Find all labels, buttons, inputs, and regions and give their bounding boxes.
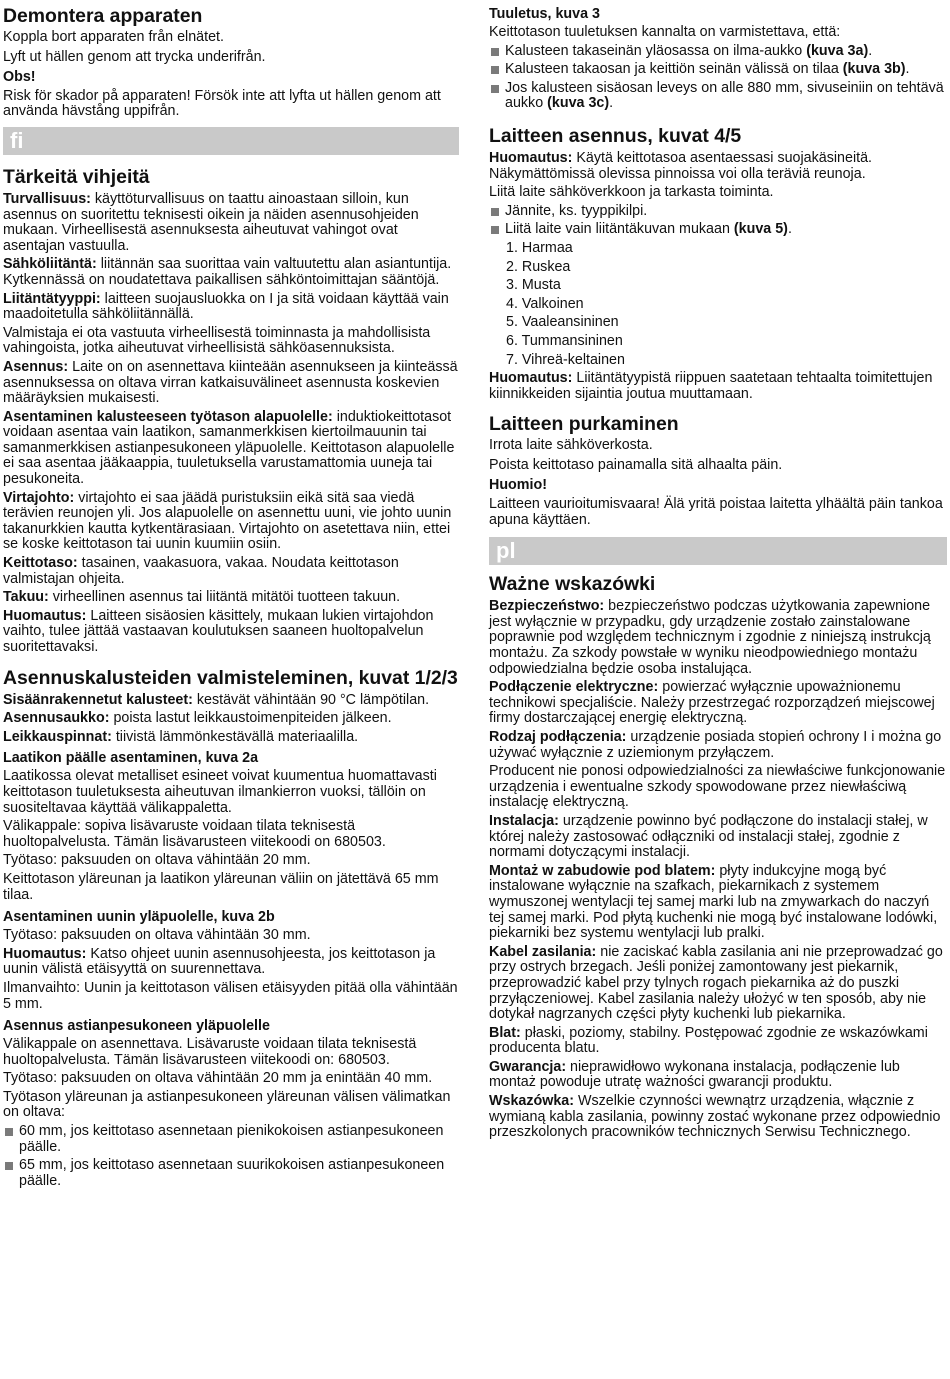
fi-install-label: Asennus: (3, 358, 69, 375)
fi-mount-b2-text: Liitä laite vain liitäntäkuvan mukaan (505, 221, 734, 238)
pl-top-paragraph (489, 1026, 947, 1057)
fi-warranty-paragraph (3, 590, 460, 606)
fi-dw-p3: Työtason yläreunan ja astianpesukoneen yläreunan välisen välimatkan on oltava: (3, 1088, 451, 1121)
fi-drawer-p1: Laatikossa olevat metalliset esineet voivat kuumentua huomattavasti keittotason tuuletuksesta aiheutuvan ilmankierron vuoksi, tällöin on suositeltavaa käyttää välikappaletta. (3, 768, 437, 816)
fi-builtin-paragraph (3, 693, 460, 709)
pl-cable-paragraph (489, 945, 947, 1023)
fi-safety-text: käyttöturvallisuus on taattu ainoastaan silloin, kun asennus on suoritettu teknisesti oikein ja näiden asennusohjeiden mukaan. Virheellisestä asennuksesta aiheutuvat vahingot ovat asentajan vastuulla. (3, 190, 419, 254)
fi-mount-note2-text: Liitäntätyypistä riippuen saatetaan tehtaalta toimitettujen kiinnikkeiden sijaintia joutua muuttamaan. (489, 370, 933, 402)
pl-safety-label: Bezpieczeństwo: (489, 598, 605, 615)
sv-step-disconnect: Koppla bort apparaten från elnätet. (3, 29, 224, 45)
fi-vent-b3-end: . (609, 95, 614, 112)
fi-remove-huomio: Huomio! (489, 477, 547, 494)
fi-mount-p1: Liitä laite sähköverkkoon ja tarkasta toiminta. (489, 184, 774, 201)
fi-vent-b2-ref: (kuva 3b) (842, 61, 906, 78)
fi-warranty-text: virheellinen asennus tai liitäntä mitätöi tuotteen takuun. (48, 589, 401, 606)
fi-note-paragraph (3, 609, 460, 656)
fi-vent-b3-text: Jos kalusteen sisäosan leveys on alle 880 mm, sivuseiniin on tehtävä aukko (505, 79, 944, 112)
fi-cut-label: Leikkauspinnat: (3, 728, 112, 745)
fi-vent-b1-text: Kalusteen takaseinän yläosassa on ilma-aukko (505, 42, 807, 59)
fi-vent-b1-ref: (kuva 3a) (806, 42, 869, 59)
fi-vent-b2-text: Kalusteen takaosan ja keittiön seinän välissä on tilaa (505, 61, 843, 78)
fi-top-label: Keittotaso: (3, 555, 78, 572)
fi-opening-label: Asennusaukko: (3, 710, 110, 727)
fi-vent-b1-end: . (868, 42, 873, 59)
fi-oven-note-text: Katso ohjeet uunin asennusohjeesta, jos keittotason ja uunin välistä etäisyyttä on suurennettava. (3, 945, 436, 978)
fi-dw-p1: Välikappale on asennettava. Lisävaruste voidaan tilata teknisestä huoltopalvelusta. Tämän lisävarusteen viitekoodi on: 680503. (3, 1036, 417, 1068)
pl-electric-text: powierzać wyłącznie upoważnionemu technikowi specjaliście. Należy przestrzegać rozporządzeń miejscowej firmy dostarczającej energię elektryczną. (489, 679, 935, 727)
fi-vent-heading: Tuuletus, kuva 3 (489, 6, 600, 22)
fi-mount-list (489, 204, 947, 238)
fi-safety-label: Turvallisuus: (3, 190, 91, 207)
pl-install-label: Instalacja: (489, 812, 559, 829)
fi-mount-heading: Laitteen asennus, kuvat 4/5 (489, 124, 742, 147)
sv-warning: Risk för skador på apparaten! Försök inte att lyfta ut hällen genom att använda hävstång uppifrån. (3, 87, 441, 120)
pl-notes-text: Wszelkie czynności wewnątrz urządzenia, włącznie z wymianą kabla zasilania, powinny zostać wykonane przez odpowiednio przeszkolonych pracowników technicznych Serwisu Technicznego. (489, 1093, 941, 1141)
fi-install-text: Laite on on asennettava kiinteään asennukseen ja kiinteässä asennuksessa on oltava virran katkaisuvälineet asennusta koskevien määräyksien mukaisesti. (3, 358, 458, 407)
fi-under-label: Asentaminen kalusteeseen työtason alapuolelle: (3, 408, 333, 425)
pl-under-paragraph (489, 864, 947, 942)
fi-drawer-p4: Keittotason yläreunan ja laatikon yläreunan väliin on jätettävä 65 mm tilaa. (3, 870, 439, 903)
fi-oven-p1: Työtaso: paksuuden on oltava vähintään 30 mm. (3, 927, 311, 944)
pl-cable-text: nie zaciskać kabla zasilania ani nie przeprowadzać go przy ostrych brzegach. Jeśli poniżej zamontowany jest piekarnik, przeprowadzić kabel przy tylnych rogach piekarnika aż do puszki przyłączeniowej. Kabel zasilania należy ułożyć w ten sposób, aby nie dotykał nagrzanych części płyty kuchenki lub piekarnika. (489, 943, 943, 1023)
pl-install-paragraph (489, 814, 947, 861)
fi-note-text: Laitteen sisäosien käsittely, mukaan lukien virtajohdon vaihto, tulee jättää vastaavan koulutuksen saaneen huoltopalvelun suoritettavaksi. (3, 607, 434, 655)
fi-drawer-p3: Työtaso: paksuuden on oltava vähintään 20 mm. (3, 852, 311, 869)
pl-conn-type-text: urządzenie posiada stopień ochrony I i można go używać wyłącznie z uziemionym przyłączem. (489, 729, 942, 761)
list-item: Jännite, ks. tyyppikilpi. (489, 204, 947, 220)
pl-conn-type-label: Rodzaj podłączenia: (489, 729, 627, 745)
fi-cut-text: tiivistä lämmönkestävällä materiaalilla. (111, 728, 359, 745)
fi-wire-list (489, 241, 947, 368)
fi-mount-note-paragraph (489, 151, 947, 182)
list-item (489, 222, 947, 238)
fi-remove-heading: Laitteen purkaminen (489, 413, 679, 436)
fi-drawer-heading: Laatikon päälle asentaminen, kuva 2a (3, 750, 259, 767)
pl-top-text: płaski, poziomy, stabilny. Postępować zgodnie ze wskazówkami producenta blatu. (489, 1024, 928, 1057)
fi-prep-heading: Asennuskalusteiden valmisteleminen, kuvat 1/2/3 (3, 666, 458, 689)
fi-remove-warning: Laitteen vaurioitumisvaara! Älä yritä poistaa laitetta ylhäältä päin tankoa apuna käyttäen. (489, 496, 943, 528)
fi-dw-p2: Työtaso: paksuuden on oltava vähintään 20 mm ja enintään 40 mm. (3, 1070, 433, 1087)
fi-cable-text: virtajohto ei saa jäädä puristuksiin eikä sitä saa viedä terävien reunojen yli. Jos alapuolelle on asennettu uuni, vie johto uunin takanurkkien kautta kytkentärasiaan. Virtajohto on asetettava niin, ettei se koske keittotason tai uunin kuumiin osiin. (3, 489, 452, 553)
pl-install-text: urządzenie powinno być podłączone do instalacji stałej, w której należy zastosować odłączniki od instalacji stałej, zgodnie z normami dotyczącymi instalacji. (489, 812, 928, 861)
fi-mount-note2-paragraph (489, 371, 947, 402)
fi-oven-p2: Ilmanvaihto: Uunin ja keittotason välisen etäisyyden pitää olla vähintään 5 mm. (3, 979, 458, 1012)
fi-mount-b2-ref: (kuva 5) (733, 221, 788, 238)
sv-obs-label: Obs! (3, 69, 36, 86)
right-column (489, 0, 947, 1141)
pl-cable-label: Kabel zasilania: (489, 943, 597, 960)
list-item: 2. Ruskea (506, 258, 571, 275)
fi-cable-label: Virtajohto: (3, 489, 75, 506)
list-item: 60 mm, jos keittotaso asennetaan pienikokoisen astianpesukoneen päälle. (3, 1124, 460, 1155)
fi-oven-heading: Asentaminen uunin yläpuolelle, kuva 2b (3, 909, 275, 926)
sv-heading: Demontera apparaten (3, 5, 203, 27)
pl-top-label: Blat: (489, 1024, 521, 1041)
fi-opening-paragraph (3, 711, 460, 727)
left-column (3, 0, 460, 1189)
fi-vent-b2-end: . (905, 61, 910, 78)
fi-vent-intro: Keittotason tuuletuksen kannalta on varmistettava, että: (489, 24, 841, 40)
fi-conn-type-text: laitteen suojausluokka on I ja sitä voidaan käyttää vain maadoitetulla sähköliitännällä. (3, 290, 449, 323)
pl-electric-label: Podłączenie elektryczne: (489, 679, 659, 696)
list-item (489, 81, 947, 112)
fi-remove-p2: Poista keittotaso painamalla sitä alhaalta päin. (489, 456, 783, 473)
fi-dishwasher-heading: Asennus astianpesukoneen yläpuolelle (3, 1018, 270, 1035)
fi-mount-note-text: Käytä keittotasoa asentaessasi suojakäsineitä. Näkymättömissä olevissa pinnoissa voi olla teräviä reunoja. (489, 149, 873, 182)
list-item: 5. Vaaleansininen (506, 314, 619, 331)
fi-remove-p1: Irrota laite sähköverkosta. (489, 437, 653, 454)
fi-oven-note-paragraph (3, 947, 460, 978)
fi-drawer-p2: Välikappale: sopiva lisävaruste voidaan tilata teknisestä huoltopalvelusta. Tämän lisävarusteen viitekoodi on 680503. (3, 818, 386, 850)
list-item (489, 44, 947, 60)
list-item: 3. Musta (506, 277, 561, 294)
pl-safety-text: bezpieczeństwo podczas użytkowania zapewnione jest wyłącznie w przypadku, gdy urządzenie zostało zainstalowane poprawnie pod względem technicznym i zgodnie z niniejszą instrukcją montażu. Za szkody powstałe w wyniku nieodpowiedniego montażu odpowiedzialna będzie osoba instalująca. (489, 598, 931, 677)
list-item: 65 mm, jos keittotaso asennetaan suurikokoisen astianpesukoneen päälle. (3, 1158, 460, 1189)
list-item: 7. Vihreä-keltainen (506, 351, 625, 368)
pl-electric-paragraph (489, 680, 947, 727)
pl-warranty-paragraph (489, 1060, 947, 1091)
fi-electric-paragraph (3, 257, 460, 288)
fi-mount-b2-end: . (787, 221, 792, 238)
fi-builtin-text: kestävät vähintään 90 °C lämpötilan. (192, 691, 430, 708)
fi-warranty-label: Takuu: (3, 589, 49, 606)
fi-under-text: induktiokeittotasot voidaan asentaa vain laatikon, samanmerkkisen kiertoilmauunin tai samanmerkkisen astianpesukoneen yläpuolelle. Keittotason alapuolelle ei saa asentaa jääkaappia, tuuletuksella varustamattomia uuneja tai pesukoneita. (3, 408, 455, 488)
fi-conn-type-paragraph (3, 292, 460, 323)
fi-mount-note-label: Huomautus: (489, 149, 573, 166)
fi-top-text: tasainen, vaakasuora, vakaa. Noudata keittotason valmistajan ohjeita. (3, 555, 399, 587)
fi-safety-paragraph (3, 192, 460, 254)
fi-install-paragraph (3, 360, 460, 407)
list-item: 1. Harmaa (506, 239, 573, 256)
pl-notes-label: Wskazówka: (489, 1093, 575, 1110)
pl-conn-type-paragraph (489, 730, 947, 761)
fi-conn-type-label: Liitäntätyyppi: (3, 290, 101, 307)
fi-language-bar: fi (3, 127, 459, 155)
pl-under-text: płyty indukcyjne mogą być instalowane wyłącznie na szafkach, piekarnikach z systemem wymuszonej wentylacji tej samej marki lub na zmywarkach do naczyń tej samej marki. Pod płytą kuchenki nie mogą być instalowane lodówki, piekarniki bez systemu wentylacji lub pralki. (489, 862, 938, 942)
fi-electric-text: liitännän saa suorittaa vain valtuutettu alan asiantuntija. Kytkennässä on noudatettava paikallisen sähköntoimittajan sääntöjä. (3, 256, 452, 288)
fi-mount-note2-label: Huomautus: (489, 370, 573, 387)
list-item (489, 62, 947, 78)
fi-dw-list (3, 1124, 460, 1189)
pl-under-label: Montaż w zabudowie pod blatem: (489, 862, 716, 879)
fi-note-label: Huomautus: (3, 607, 87, 624)
list-item: 6. Tummansininen (506, 332, 623, 349)
fi-vent-list (489, 44, 947, 112)
fi-cable-paragraph (3, 491, 460, 553)
pl-manufacturer-paragraph: Producent nie ponosi odpowiedzialności za niewłaściwe funkcjonowanie urządzenia i ewentualne szkody spowodowane przez niewłaściwą instalację elektryczną. (489, 763, 946, 811)
list-item: 4. Valkoinen (506, 295, 584, 312)
pl-safety-paragraph (489, 599, 947, 677)
fi-builtin-label: Sisäänrakennetut kalusteet: (3, 691, 193, 708)
fi-manufacturer-paragraph: Valmistaja ei ota vastuuta virheellisestä toiminnasta ja mahdollisista vahingoista, jotka aiheutuvat virheellisistä sähköasennuksista. (3, 324, 431, 357)
fi-vent-b3-ref: (kuva 3c) (547, 95, 610, 112)
sv-step-lift: Lyft ut hällen genom att trycka underifrån. (3, 48, 266, 65)
fi-under-paragraph (3, 410, 460, 488)
pl-important-heading: Ważne wskazówki (489, 573, 656, 596)
fi-electric-label: Sähköliitäntä: (3, 256, 97, 273)
pl-language-bar: pl (489, 537, 947, 565)
fi-opening-text: poista lastut leikkaustoimenpiteiden jälkeen. (109, 710, 392, 727)
fi-top-paragraph (3, 556, 460, 587)
pl-warranty-text: nieprawidłowo wykonana instalacja, podłączenie lub montaż powoduje utratę ważności gwarancji produktu. (489, 1058, 900, 1091)
pl-notes-paragraph (489, 1094, 947, 1141)
fi-important-heading: Tärkeitä vihjeitä (3, 165, 150, 188)
pl-warranty-label: Gwarancja: (489, 1058, 567, 1075)
fi-cut-paragraph (3, 730, 460, 746)
fi-oven-note-label: Huomautus: (3, 945, 87, 962)
